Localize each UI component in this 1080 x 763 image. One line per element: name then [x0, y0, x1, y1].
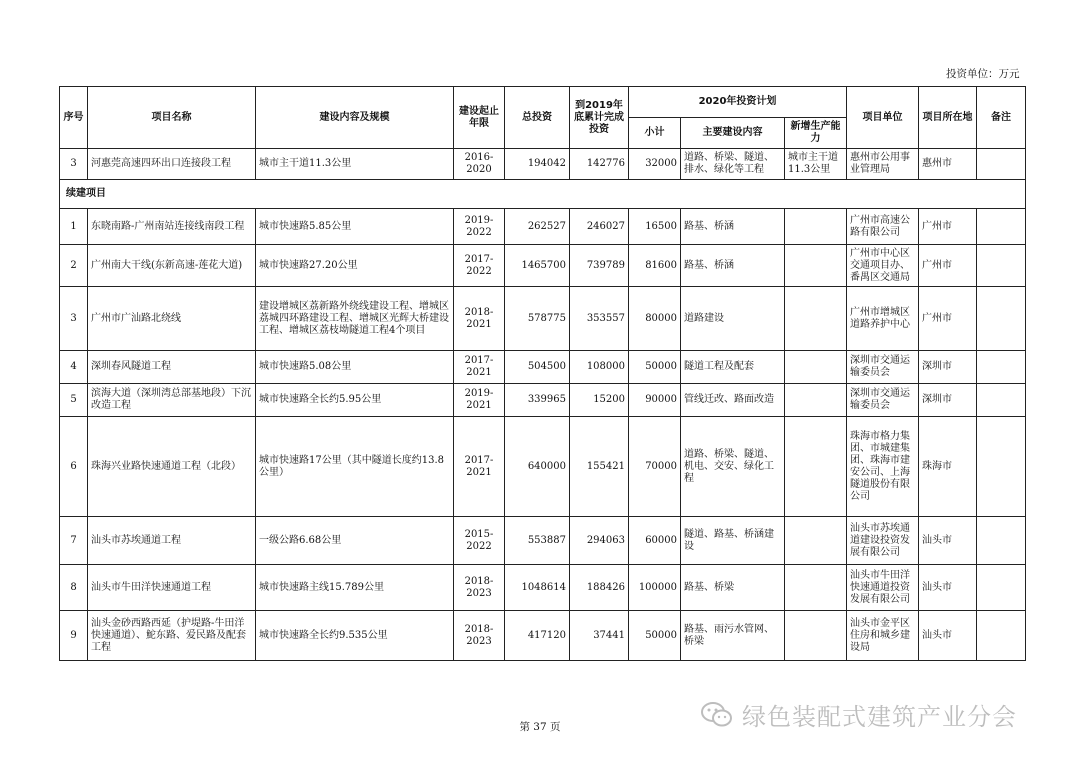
- investment-table: [59, 86, 1026, 661]
- cell-name: 河惠莞高速四环出口连接段工程: [88, 149, 256, 180]
- cell-total: 553887: [505, 517, 570, 565]
- cell-org: 广州市中心区交通项目办、番禺区交通局: [847, 245, 919, 287]
- cell-main-content: 路基、桥梁: [681, 565, 785, 611]
- cell-seq: 3: [60, 149, 88, 180]
- cell-cum2019: 15200: [570, 384, 629, 417]
- cell-years: 2017-2021: [454, 417, 505, 517]
- cell-main-content: 道路、桥梁、隧道、机电、交安、绿化工程: [681, 417, 785, 517]
- header-capacity: 新增生产能力: [785, 118, 847, 149]
- header-main-content: 主要建设内容: [681, 118, 785, 149]
- cell-total: 417120: [505, 611, 570, 661]
- cell-cum2019: 246027: [570, 209, 629, 245]
- cell-years: 2016-2020: [454, 149, 505, 180]
- cell-main-content: 隧道工程及配套: [681, 351, 785, 384]
- cell-years: 2017-2021: [454, 351, 505, 384]
- table-row: [60, 287, 1026, 351]
- cell-name: 珠海兴业路快速通道工程（北段）: [88, 417, 256, 517]
- cell-total: 339965: [505, 384, 570, 417]
- table-row: [60, 245, 1026, 287]
- cell-capacity: [785, 287, 847, 351]
- cell-years: 2019-2022: [454, 209, 505, 245]
- cell-org: 汕头市苏埃通道建设投资发展有限公司: [847, 517, 919, 565]
- cell-content: 城市主干道11.3公里: [256, 149, 454, 180]
- cell-content: 城市快速路全长约5.95公里: [256, 384, 454, 417]
- cell-note: [977, 611, 1026, 661]
- cell-seq: 1: [60, 209, 88, 245]
- header-note: 备注: [977, 87, 1026, 149]
- cell-seq: 3: [60, 287, 88, 351]
- table-row: [60, 565, 1026, 611]
- cell-note: [977, 287, 1026, 351]
- cell-years: 2018-2021: [454, 287, 505, 351]
- cell-years: 2015-2022: [454, 517, 505, 565]
- header-seq: 序号: [60, 87, 88, 149]
- cell-subtotal: 70000: [629, 417, 681, 517]
- cell-content: 城市快速路5.85公里: [256, 209, 454, 245]
- cell-org: 深圳市交通运输委员会: [847, 384, 919, 417]
- cell-main-content: 路基、雨污水管网、桥梁: [681, 611, 785, 661]
- cell-note: [977, 149, 1026, 180]
- header-total: 总投资: [505, 87, 570, 149]
- cell-org: 汕头市金平区住房和城乡建设局: [847, 611, 919, 661]
- table-row: [60, 611, 1026, 661]
- cell-content: 城市快速路17公里（其中隧道长度约13.8公里）: [256, 417, 454, 517]
- cell-content: 一级公路6.68公里: [256, 517, 454, 565]
- cell-years: 2018-2023: [454, 611, 505, 661]
- cell-seq: 4: [60, 351, 88, 384]
- cell-content: 城市快速路主线15.789公里: [256, 565, 454, 611]
- cell-total: 640000: [505, 417, 570, 517]
- cell-cum2019: 739789: [570, 245, 629, 287]
- cell-content: 城市快速路全长约9.535公里: [256, 611, 454, 661]
- cell-name: 深圳春风隧道工程: [88, 351, 256, 384]
- cell-capacity: [785, 517, 847, 565]
- cell-location: 深圳市: [919, 384, 977, 417]
- table-row: [60, 384, 1026, 417]
- cell-subtotal: 90000: [629, 384, 681, 417]
- cell-cum2019: 37441: [570, 611, 629, 661]
- cell-total: 578775: [505, 287, 570, 351]
- cell-content: 建设增城区荔新路外绕线建设工程、增城区荔城四环路建设工程、增城区光辉大桥建设工程、增城区荔枝坳隧道工程4个项目: [256, 287, 454, 351]
- cell-seq: 9: [60, 611, 88, 661]
- cell-name: 广州南大干线(东新高速-莲花大道): [88, 245, 256, 287]
- cell-subtotal: 16500: [629, 209, 681, 245]
- unit-label: 投资单位：万元: [946, 68, 1020, 80]
- cell-capacity: [785, 245, 847, 287]
- cell-name: 滨海大道（深圳湾总部基地段）下沉改造工程: [88, 384, 256, 417]
- cell-capacity: [785, 417, 847, 517]
- cell-main-content: 路基、桥涵: [681, 209, 785, 245]
- cell-seq: 6: [60, 417, 88, 517]
- cell-capacity: [785, 384, 847, 417]
- cell-name: 广州市广汕路北绕线: [88, 287, 256, 351]
- cell-seq: 5: [60, 384, 88, 417]
- table-row: [60, 517, 1026, 565]
- cell-location: 珠海市: [919, 417, 977, 517]
- cell-total: 1465700: [505, 245, 570, 287]
- header-subtotal: 小计: [629, 118, 681, 149]
- cell-content: 城市快速路5.08公里: [256, 351, 454, 384]
- cell-subtotal: 50000: [629, 351, 681, 384]
- cell-total: 262527: [505, 209, 570, 245]
- header-org: 项目单位: [847, 87, 919, 149]
- cell-note: [977, 209, 1026, 245]
- cell-note: [977, 565, 1026, 611]
- cell-name: 东晓南路-广州南站连接线南段工程: [88, 209, 256, 245]
- cell-subtotal: 50000: [629, 611, 681, 661]
- cell-org: 珠海市格力集团、市城建集团、珠海市建安公司、上海隧道股份有限公司: [847, 417, 919, 517]
- cell-note: [977, 384, 1026, 417]
- cell-location: 深圳市: [919, 351, 977, 384]
- cell-cum2019: 188426: [570, 565, 629, 611]
- cell-name: 汕头市苏埃通道工程: [88, 517, 256, 565]
- cell-capacity: 城市主干道11.3公里: [785, 149, 847, 180]
- header-location: 项目所在地: [919, 87, 977, 149]
- cell-years: 2017-2022: [454, 245, 505, 287]
- cell-main-content: 道路、桥梁、隧道、排水、绿化等工程: [681, 149, 785, 180]
- cell-cum2019: 142776: [570, 149, 629, 180]
- cell-content: 城市快速路27.20公里: [256, 245, 454, 287]
- cell-note: [977, 417, 1026, 517]
- cell-years: 2019-2021: [454, 384, 505, 417]
- cell-seq: 7: [60, 517, 88, 565]
- cell-location: 广州市: [919, 245, 977, 287]
- cell-seq: 2: [60, 245, 88, 287]
- cell-note: [977, 517, 1026, 565]
- header-years: 建设起止年限: [454, 87, 505, 149]
- cell-years: 2018-2023: [454, 565, 505, 611]
- cell-org: 广州市增城区道路养护中心: [847, 287, 919, 351]
- cell-cum2019: 353557: [570, 287, 629, 351]
- table-row: [60, 149, 1026, 180]
- table-row: [60, 417, 1026, 517]
- cell-note: [977, 245, 1026, 287]
- cell-main-content: 隧道、路基、桥涵建设: [681, 517, 785, 565]
- cell-org: 深圳市交通运输委员会: [847, 351, 919, 384]
- cell-org: 惠州市公用事业管理局: [847, 149, 919, 180]
- cell-subtotal: 81600: [629, 245, 681, 287]
- cell-location: 汕头市: [919, 565, 977, 611]
- cell-subtotal: 100000: [629, 565, 681, 611]
- cell-main-content: 道路建设: [681, 287, 785, 351]
- section-label: 续建项目: [60, 180, 1026, 209]
- header-name: 项目名称: [88, 87, 256, 149]
- cell-location: 广州市: [919, 287, 977, 351]
- cell-cum2019: 108000: [570, 351, 629, 384]
- cell-location: 汕头市: [919, 611, 977, 661]
- cell-location: 广州市: [919, 209, 977, 245]
- cell-subtotal: 60000: [629, 517, 681, 565]
- cell-note: [977, 351, 1026, 384]
- cell-name: 汕头市牛田洋快速通道工程: [88, 565, 256, 611]
- cell-org: 汕头市牛田洋快速通道投资发展有限公司: [847, 565, 919, 611]
- cell-name: 汕头金砂西路西延（护堤路-牛田洋快速通道）、鮀东路、爱民路及配套工程: [88, 611, 256, 661]
- cell-total: 194042: [505, 149, 570, 180]
- cell-capacity: [785, 565, 847, 611]
- cell-location: 惠州市: [919, 149, 977, 180]
- cell-cum2019: 155421: [570, 417, 629, 517]
- cell-total: 504500: [505, 351, 570, 384]
- table-row: [60, 351, 1026, 384]
- page-number: 第 37 页: [519, 721, 561, 733]
- cell-cum2019: 294063: [570, 517, 629, 565]
- header-plan2020: 2020年投资计划: [629, 87, 847, 118]
- cell-main-content: 管线迁改、路面改造: [681, 384, 785, 417]
- cell-subtotal: 32000: [629, 149, 681, 180]
- watermark-text: 绿色装配式建筑产业分会: [742, 703, 1017, 731]
- cell-capacity: [785, 611, 847, 661]
- cell-seq: 8: [60, 565, 88, 611]
- header-cum2019: 到2019年底累计完成投资: [570, 87, 629, 149]
- cell-subtotal: 80000: [629, 287, 681, 351]
- header-content: 建设内容及规模: [256, 87, 454, 149]
- cell-location: 汕头市: [919, 517, 977, 565]
- cell-total: 1048614: [505, 565, 570, 611]
- cell-capacity: [785, 351, 847, 384]
- cell-main-content: 路基、桥涵: [681, 245, 785, 287]
- table-row: [60, 209, 1026, 245]
- cell-org: 广州市高速公路有限公司: [847, 209, 919, 245]
- cell-capacity: [785, 209, 847, 245]
